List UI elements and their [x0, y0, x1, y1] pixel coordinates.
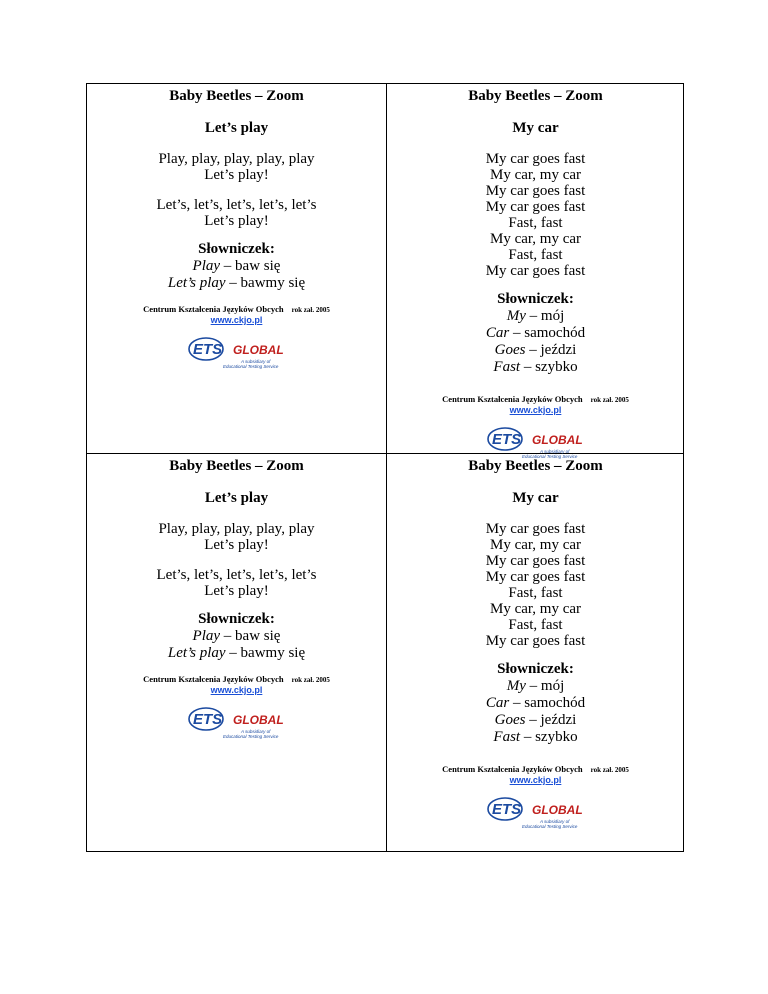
song-title: Let’s play — [204, 120, 269, 136]
vocabulary-term: My — [506, 678, 526, 694]
lyric-line: My car, my car — [489, 231, 582, 247]
global-wordmark: GLOBAL — [232, 343, 284, 357]
card-my-car-bottom — [387, 454, 684, 851]
vocabulary-entry — [387, 678, 684, 695]
logo-subtitle-line: A subsidiary of — [539, 819, 569, 824]
vocabulary — [87, 611, 386, 662]
vocabulary-translation: – baw się — [220, 628, 281, 644]
ets-wordmark: ETS — [192, 341, 222, 358]
vocabulary-entry — [387, 695, 684, 712]
vocabulary-translation: – mój — [525, 678, 565, 694]
ets-global-logo-icon — [486, 797, 586, 833]
founded-year: rok zał. 2005 — [590, 396, 629, 404]
lyric-line: My car goes fast — [485, 199, 586, 215]
founded-year: rok zał. 2005 — [291, 306, 330, 314]
card-grid — [86, 83, 684, 852]
vocabulary-term: Fast — [493, 729, 521, 745]
song-title: Let’s play — [204, 490, 269, 506]
logo-subtitle-line: Educational Testing Service — [222, 364, 278, 369]
verse — [87, 521, 386, 553]
lyric-line: Fast, fast — [508, 247, 563, 263]
vocabulary-entry — [87, 645, 386, 662]
ets-global-logo-icon — [187, 707, 287, 743]
vocabulary-entry — [387, 712, 684, 729]
organization-name: Centrum Kształcenia Języków Obcych — [143, 674, 284, 684]
lyric-line: Let’s play! — [204, 537, 269, 553]
ets-wordmark: ETS — [491, 801, 521, 818]
logo-subtitle-line: A subsidiary of — [240, 359, 270, 364]
verse — [87, 197, 386, 229]
vocabulary — [87, 241, 386, 292]
vocabulary-entry — [87, 275, 386, 292]
website-link[interactable]: www.ckjo.pl — [509, 775, 562, 785]
vocabulary-heading: Słowniczek: — [497, 661, 574, 677]
vocabulary-translation: – samochód — [509, 325, 586, 341]
ets-global-logo — [486, 797, 586, 833]
card-lets-play-top — [87, 84, 387, 454]
lyric-line: My car goes fast — [485, 553, 586, 569]
logo-subtitle-line: Educational Testing Service — [521, 824, 577, 829]
vocabulary-translation: – jeździ — [525, 712, 577, 728]
song-title: My car — [512, 490, 559, 506]
vocabulary-heading: Słowniczek: — [198, 611, 275, 627]
footer — [87, 674, 386, 745]
footer-org-line — [87, 304, 386, 314]
founded-year: rok zał. 2005 — [291, 676, 330, 684]
vocabulary-heading: Słowniczek: — [497, 291, 574, 307]
lyric-line: My car goes fast — [485, 633, 586, 649]
footer — [387, 764, 684, 835]
vocabulary-entry — [387, 729, 684, 746]
website-link[interactable]: www.ckjo.pl — [210, 685, 263, 695]
lyric-line: My car, my car — [489, 537, 582, 553]
logo-subtitle-line: A subsidiary of — [539, 449, 569, 454]
lyric-line: My car goes fast — [485, 151, 586, 167]
vocabulary — [387, 291, 684, 376]
vocabulary-translation: – jeździ — [525, 342, 577, 358]
organization-name: Centrum Kształcenia Języków Obcych — [442, 764, 583, 774]
lyric-line: Let’s play! — [204, 583, 269, 599]
lyric-line: Let’s play! — [204, 213, 269, 229]
verse — [387, 151, 684, 279]
vocabulary-term: Goes — [494, 712, 526, 728]
card-my-car-top — [387, 84, 684, 459]
lyric-line: My car, my car — [489, 601, 582, 617]
ets-wordmark: ETS — [192, 711, 222, 728]
lyric-line: Let’s, let’s, let’s, let’s, let’s — [156, 567, 317, 583]
vocabulary-translation: – mój — [525, 308, 565, 324]
card-lets-play-bottom — [87, 454, 387, 851]
series-title: Baby Beetles – Zoom — [169, 88, 304, 104]
verse — [387, 521, 684, 649]
vocabulary-translation: – baw się — [220, 258, 281, 274]
lyric-line: Fast, fast — [508, 585, 563, 601]
website-link[interactable]: www.ckjo.pl — [509, 405, 562, 415]
vocabulary-term: Let’s play — [167, 645, 226, 661]
website-link[interactable]: www.ckjo.pl — [210, 315, 263, 325]
vocabulary-heading: Słowniczek: — [198, 241, 275, 257]
vocabulary-entry — [387, 308, 684, 325]
footer-org-line — [87, 674, 386, 684]
global-wordmark: GLOBAL — [232, 713, 284, 727]
vocabulary-entry — [387, 342, 684, 359]
verse — [87, 151, 386, 183]
vocabulary-term: Fast — [493, 359, 521, 375]
series-title: Baby Beetles – Zoom — [468, 458, 603, 474]
footer-org-line — [387, 394, 684, 404]
organization-name: Centrum Kształcenia Języków Obcych — [442, 394, 583, 404]
global-wordmark: GLOBAL — [531, 433, 583, 447]
organization-name: Centrum Kształcenia Języków Obcych — [143, 304, 284, 314]
vocabulary-entry — [387, 359, 684, 376]
ets-wordmark: ETS — [491, 431, 521, 448]
lyric-line: Fast, fast — [508, 215, 563, 231]
logo-subtitle-line: Educational Testing Service — [222, 734, 278, 739]
lyric-line: My car goes fast — [485, 263, 586, 279]
lyric-line: My car goes fast — [485, 569, 586, 585]
lyric-line: Play, play, play, play, play — [158, 151, 315, 167]
lyric-line: Fast, fast — [508, 617, 563, 633]
global-wordmark: GLOBAL — [531, 803, 583, 817]
vocabulary-translation: – bawmy się — [225, 645, 306, 661]
ets-global-logo-icon — [187, 337, 287, 373]
logo-subtitle-line: Educational Testing Service — [521, 454, 577, 459]
vocabulary — [387, 661, 684, 746]
footer-org-line — [387, 764, 684, 774]
vocabulary-entry — [87, 628, 386, 645]
series-title: Baby Beetles – Zoom — [169, 458, 304, 474]
vocabulary-term: Play — [192, 258, 221, 274]
vocabulary-translation: – samochód — [509, 695, 586, 711]
founded-year: rok zał. 2005 — [590, 766, 629, 774]
ets-global-logo — [187, 707, 287, 743]
vocabulary-translation: – bawmy się — [225, 275, 306, 291]
song-title: My car — [512, 120, 559, 136]
ets-global-logo — [187, 337, 287, 373]
verse — [87, 567, 386, 599]
lyric-line: Let’s play! — [204, 167, 269, 183]
lyric-line: My car, my car — [489, 167, 582, 183]
vocabulary-term: Car — [485, 695, 510, 711]
series-title: Baby Beetles – Zoom — [468, 88, 603, 104]
lyric-line: Play, play, play, play, play — [158, 521, 315, 537]
lyric-line: Let’s, let’s, let’s, let’s, let’s — [156, 197, 317, 213]
lyric-line: My car goes fast — [485, 521, 586, 537]
vocabulary-term: Car — [485, 325, 510, 341]
logo-subtitle-line: A subsidiary of — [240, 729, 270, 734]
vocabulary-term: Let’s play — [167, 275, 226, 291]
vocabulary-translation: – szybko — [520, 729, 578, 745]
footer — [87, 304, 386, 375]
vocabulary-term: My — [506, 308, 526, 324]
vocabulary-entry — [87, 258, 386, 275]
vocabulary-entry — [387, 325, 684, 342]
lyric-line: My car goes fast — [485, 183, 586, 199]
vocabulary-term: Play — [192, 628, 221, 644]
vocabulary-translation: – szybko — [520, 359, 578, 375]
vocabulary-term: Goes — [494, 342, 526, 358]
